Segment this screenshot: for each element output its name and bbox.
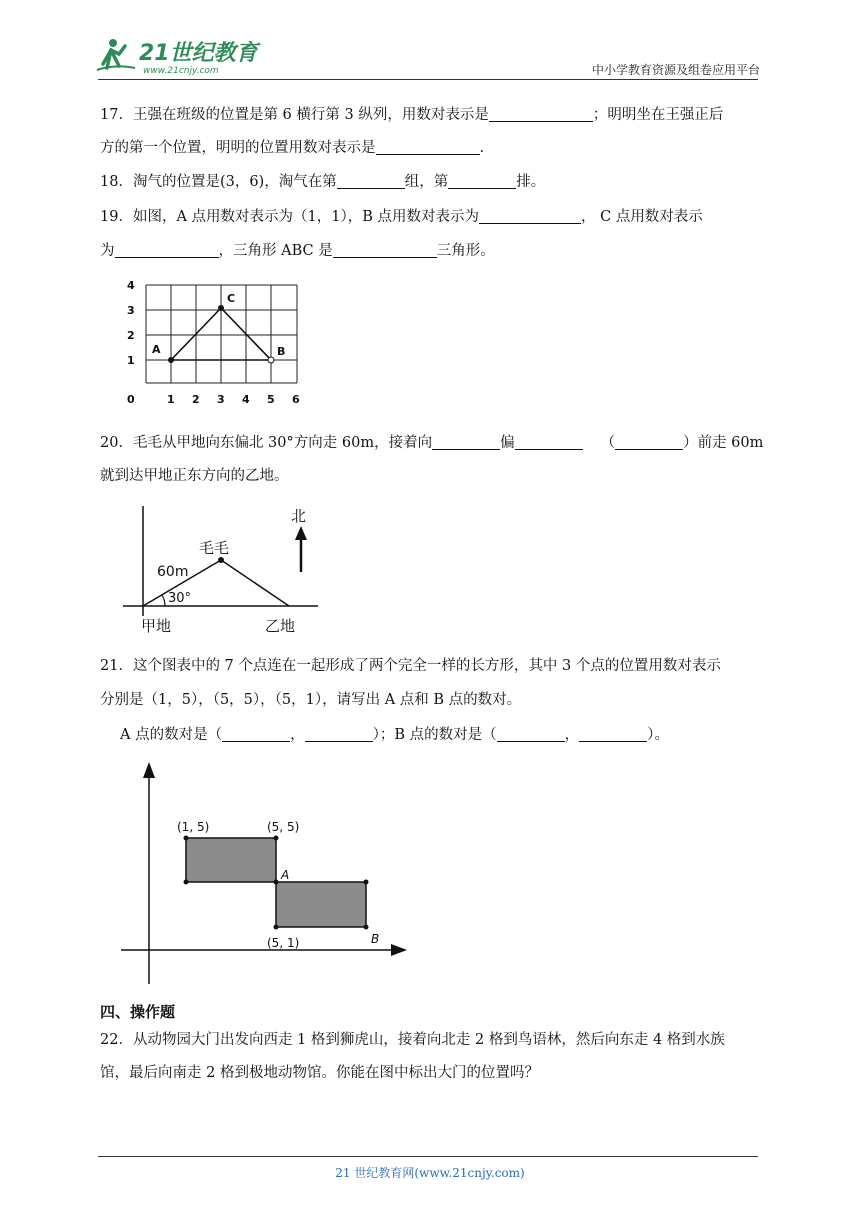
q21-text-e: ）。 — [647, 727, 669, 743]
q17-line1 — [100, 105, 723, 125]
x-axis-arrow-icon — [391, 944, 407, 956]
logo-title: 21世纪教育 — [139, 41, 258, 66]
q21-text-c: ）；B 点的数对是（ — [372, 727, 497, 743]
q18-text-c: 排。 — [516, 174, 546, 190]
q21-point — [364, 880, 369, 885]
q22-line2: 馆，最后向南走 2 格到极地动物馆。你能在图中标出大门的位置吗？ — [100, 1065, 539, 1081]
footer-text: 21 世纪教育网(www.21cnjy.com) — [335, 1166, 525, 1180]
q20-line2: 就到达甲地正东方向的乙地。 — [100, 468, 289, 484]
q19-label-c: C — [227, 292, 236, 305]
q18-line — [100, 172, 545, 192]
q19-ytick: 1 — [127, 354, 135, 367]
y-axis-arrow-icon — [143, 762, 155, 778]
q20-text-c: （ — [600, 435, 616, 451]
q20-text-a: 20．毛毛从甲地向东偏北 30°方向走 60m，接着向 — [100, 435, 433, 451]
q19-text-a: 19．如图，A 点用数对表示为（1，1），B 点用数对表示为 — [100, 209, 479, 225]
footer-divider — [98, 1156, 758, 1157]
q19-xtick: 5 — [267, 393, 275, 406]
q21-point — [274, 925, 279, 930]
q17-blank-2[interactable] — [376, 139, 480, 155]
q20-blank-1[interactable] — [432, 434, 500, 450]
q19-text-d: ，三角形 ABC 是 — [218, 243, 333, 259]
q19-ytick: 3 — [127, 304, 135, 317]
q21-label-15: (1, 5) — [177, 820, 210, 834]
logo — [95, 34, 265, 78]
q19-line1 — [100, 207, 703, 227]
q19-xtick: 4 — [242, 393, 250, 406]
q19-ytick: 2 — [127, 329, 135, 342]
q21-point — [184, 836, 189, 841]
q19-point-b — [268, 357, 274, 363]
header-divider — [98, 79, 758, 80]
q21-label-b: B — [371, 932, 380, 946]
q17-text-b: ；明明坐在王强正后 — [592, 107, 724, 123]
q19-label-b: B — [277, 345, 286, 358]
logo-figure-icon — [95, 34, 265, 78]
q21-point — [364, 925, 369, 930]
q19-xtick: 6 — [292, 393, 300, 406]
q21-blank-1[interactable] — [222, 726, 290, 742]
q19-point-a — [168, 357, 174, 363]
header-platform-name: 中小学教育资源及组卷应用平台 — [591, 63, 760, 77]
section-title: 四、操作题 — [100, 1003, 176, 1021]
q20-label-angle: 30° — [168, 591, 192, 606]
q21-line3 — [120, 725, 669, 745]
q19-blank-2[interactable] — [115, 242, 219, 258]
q20-label-end: 乙地 — [265, 617, 296, 635]
q21-text-a: A 点的数对是（ — [120, 727, 223, 743]
q19-ytick: 4 — [127, 279, 135, 292]
q17-blank-1[interactable] — [489, 106, 593, 122]
q21-point — [274, 836, 279, 841]
q21-label-55: (5, 5) — [267, 820, 300, 834]
q20-direction-figure — [115, 500, 335, 638]
q19-label-a: A — [152, 343, 161, 356]
q21-point — [184, 880, 189, 885]
q21-text-d: ， — [564, 727, 580, 743]
q18-text-b: 组，第 — [404, 174, 449, 190]
q19-blank-3[interactable] — [333, 242, 437, 258]
q18-blank-2[interactable] — [448, 173, 516, 189]
q20-label-person: 毛毛 — [199, 539, 230, 557]
q21-blank-4[interactable] — [579, 726, 647, 742]
q17-text-a: 17．王强在班级的位置是第 6 横行第 3 纵列，用数对表示是 — [100, 107, 489, 123]
q19-xtick: 3 — [217, 393, 225, 406]
q20-label-north: 北 — [291, 507, 307, 525]
q19-text-c: 为 — [100, 243, 115, 259]
q20-line1 — [100, 433, 763, 453]
q21-blank-2[interactable] — [305, 726, 373, 742]
q21-label-a: A — [281, 868, 290, 882]
q17-line2 — [100, 138, 484, 158]
q19-grid-figure — [115, 276, 315, 410]
q20-blank-3[interactable] — [615, 434, 683, 450]
q21-rect-upper — [186, 838, 276, 882]
q21-rect-lower — [276, 882, 366, 927]
q19-text-b: ， C 点用数对表示 — [581, 209, 703, 225]
q19-line2 — [100, 241, 495, 261]
logo-url: www.21cnjy.com — [143, 66, 219, 76]
q21-line2: 分别是（1，5），（5，5），（5，1），请写出 A 点和 B 点的数对。 — [100, 692, 522, 708]
q17-text-d: . — [479, 140, 485, 156]
q19-xtick: 0 — [127, 393, 135, 406]
q22-line1: 22．从动物园大门出发向西走 1 格到狮虎山，接着向北走 2 格到鸟语林，然后向东走 4 格到水族 — [100, 1032, 725, 1048]
q19-text-e: 三角形。 — [436, 243, 495, 259]
q19-xtick: 1 — [167, 393, 175, 406]
q18-blank-1[interactable] — [337, 173, 405, 189]
q21-line1: 21．这个图表中的 7 个点连在一起形成了两个完全一样的长方形，其中 3 个点的位置用数对表示 — [100, 658, 721, 674]
q21-point — [274, 880, 279, 885]
q17-text-c: 方的第一个位置，明明的位置用数对表示是 — [100, 140, 376, 156]
q19-xtick: 2 — [192, 393, 200, 406]
q21-blank-3[interactable] — [497, 726, 565, 742]
q21-rectangles-figure — [115, 758, 415, 990]
q20-person-point — [218, 557, 224, 563]
q19-blank-1[interactable] — [479, 208, 581, 224]
q18-text-a: 18．淘气的位置是(3，6)，淘气在第 — [100, 174, 337, 190]
q21-text-b: ， — [290, 727, 305, 743]
q20-label-start: 甲地 — [141, 617, 172, 635]
q21-label-51: (5, 1) — [267, 936, 300, 950]
q19-point-c — [218, 305, 224, 311]
q20-text-d: ）前走 60m — [683, 435, 764, 451]
q20-label-distance: 60m — [157, 564, 189, 580]
q20-blank-2[interactable] — [515, 434, 583, 450]
q20-text-b: 偏 — [500, 435, 515, 451]
